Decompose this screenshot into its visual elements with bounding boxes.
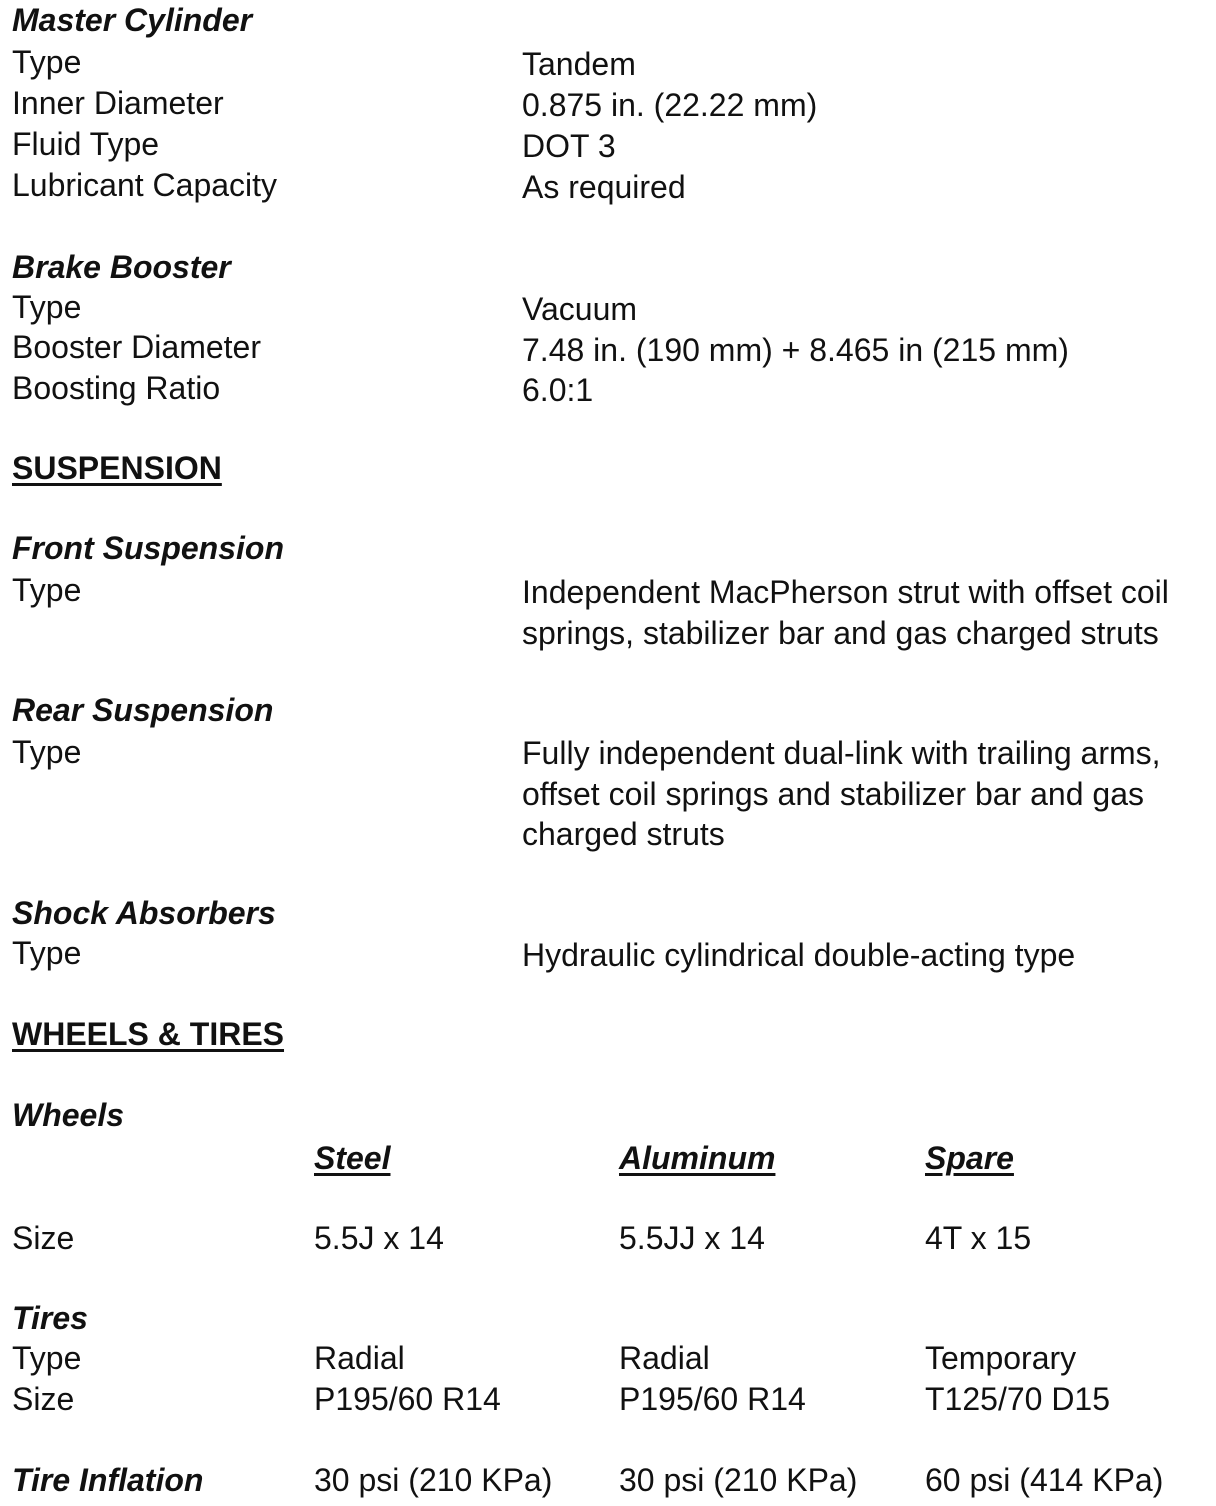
master-cylinder-fluid-type-value: DOT 3 <box>522 128 616 164</box>
master-cylinder-fluid-type-label: Fluid Type <box>12 126 160 162</box>
tire-size-aluminum: P195/60 R14 <box>619 1381 806 1417</box>
front-suspension-type-line-1: Independent MacPherson strut with offset coil <box>522 574 1169 610</box>
rear-suspension-type-line-3: charged struts <box>522 816 725 852</box>
front-suspension-heading: Front Suspension <box>12 530 284 566</box>
tire-type-steel: Radial <box>314 1340 405 1376</box>
tire-type-label: Type <box>12 1340 82 1376</box>
shock-absorbers-type-value: Hydraulic cylindrical double-acting type <box>522 937 1076 973</box>
tire-inflation-aluminum: 30 psi (210 KPa) <box>619 1462 858 1498</box>
tire-type-spare: Temporary <box>925 1340 1077 1376</box>
wheel-size-steel: 5.5J x 14 <box>314 1220 444 1256</box>
master-cylinder-inner-diameter-value: 0.875 in. (22.22 mm) <box>522 87 818 123</box>
master-cylinder-inner-diameter-label: Inner Diameter <box>12 85 224 121</box>
column-header-steel: Steel <box>314 1140 391 1176</box>
column-header-aluminum: Aluminum <box>619 1140 776 1176</box>
column-header-spare: Spare <box>925 1140 1014 1176</box>
rear-suspension-type-label: Type <box>12 734 82 770</box>
brake-booster-diameter-value: 7.48 in. (190 mm) + 8.465 in (215 mm) <box>522 332 1069 368</box>
wheels-tires-section-heading: WHEELS & TIRES <box>12 1016 285 1052</box>
wheel-size-spare: 4T x 15 <box>925 1220 1032 1256</box>
brake-booster-type-label: Type <box>12 289 82 325</box>
front-suspension-type-line-2: springs, stabilizer bar and gas charged struts <box>522 615 1159 651</box>
master-cylinder-type-label: Type <box>12 44 82 80</box>
rear-suspension-type-line-1: Fully independent dual-link with trailing arms, <box>522 735 1161 771</box>
wheel-size-aluminum: 5.5JJ x 14 <box>619 1220 765 1256</box>
shock-absorbers-type-label: Type <box>12 935 82 971</box>
shock-absorbers-heading: Shock Absorbers <box>12 895 276 931</box>
suspension-section-heading: SUSPENSION <box>12 450 222 486</box>
brake-booster-ratio-value: 6.0:1 <box>522 372 594 408</box>
tire-size-label: Size <box>12 1381 75 1417</box>
tire-inflation-steel: 30 psi (210 KPa) <box>314 1462 553 1498</box>
tire-size-steel: P195/60 R14 <box>314 1381 501 1417</box>
tire-inflation-spare: 60 psi (414 KPa) <box>925 1462 1164 1498</box>
wheel-size-label: Size <box>12 1220 75 1256</box>
wheels-heading: Wheels <box>12 1097 125 1133</box>
master-cylinder-type-value: Tandem <box>522 46 636 82</box>
brake-booster-heading: Brake Booster <box>12 249 231 285</box>
rear-suspension-type-line-2: offset coil springs and stabilizer bar and gas <box>522 776 1144 812</box>
master-cylinder-heading: Master Cylinder <box>12 2 253 38</box>
brake-booster-ratio-label: Boosting Ratio <box>12 370 221 406</box>
master-cylinder-lubricant-capacity-value: As required <box>522 169 686 205</box>
brake-booster-type-value: Vacuum <box>522 291 638 327</box>
brake-booster-diameter-label: Booster Diameter <box>12 329 261 365</box>
rear-suspension-heading: Rear Suspension <box>12 692 274 728</box>
front-suspension-type-label: Type <box>12 572 82 608</box>
tire-inflation-label: Tire Inflation <box>12 1462 204 1498</box>
tire-type-aluminum: Radial <box>619 1340 710 1376</box>
tire-size-spare: T125/70 D15 <box>925 1381 1111 1417</box>
tires-heading: Tires <box>12 1300 88 1336</box>
master-cylinder-lubricant-capacity-label: Lubricant Capacity <box>12 167 278 203</box>
